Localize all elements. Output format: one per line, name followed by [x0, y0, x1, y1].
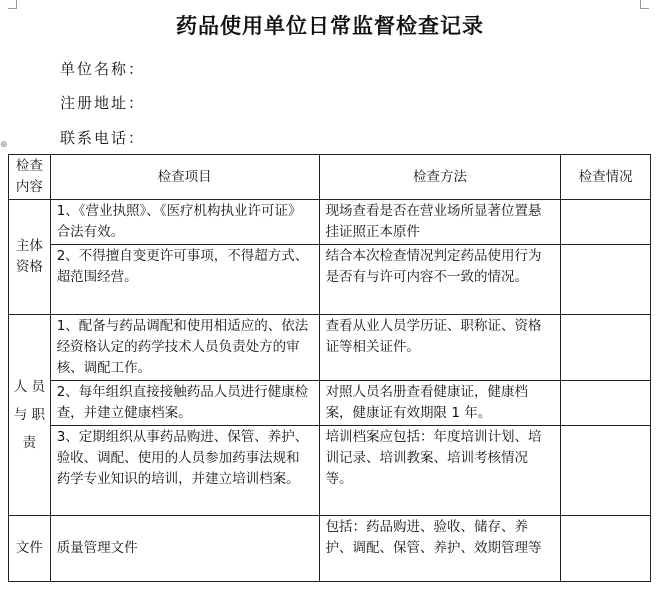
phone-label: 联系电话： [60, 129, 146, 147]
header-check-result: 检查情况 [561, 155, 651, 200]
table-row [9, 200, 651, 245]
table-row [9, 381, 651, 426]
result-cell[interactable] [561, 245, 651, 315]
header-check-content-line2: 内容 [15, 179, 43, 195]
result-cell[interactable] [561, 426, 651, 516]
category-subject-line2: 资格 [15, 259, 43, 275]
header-check-item: 检查项目 [50, 155, 319, 200]
result-cell[interactable] [561, 200, 651, 245]
category-subject [9, 200, 51, 315]
table-row [9, 426, 651, 516]
method-cell: 结合本次检查情况判定药品使用行为是否有与许可内容不一致的情况。 [319, 245, 561, 315]
result-cell[interactable] [561, 381, 651, 426]
result-cell[interactable] [561, 315, 651, 381]
header-check-content [9, 155, 51, 200]
table-row [9, 245, 651, 315]
inspection-table [8, 154, 651, 582]
header-check-content-line1: 检查 [15, 158, 43, 174]
table-anchor-icon: ⊕ [0, 140, 8, 150]
address-label: 注册地址： [60, 94, 146, 112]
item-cell: 2、每年组织直接接触药品人员进行健康检查，并建立健康档案。 [50, 381, 319, 426]
result-cell[interactable] [561, 516, 651, 582]
table-row [9, 516, 651, 582]
category-staff-line2: 与 职 [13, 407, 45, 423]
method-cell: 包括：药品购进、验收、储存、养护、调配、保管、养护、效期管理等 [319, 516, 561, 582]
item-cell: 3、定期组织从事药品购进、保管、养护、验收、调配、使用的人员参加药事法规和药学专业知识的培训，并建立培训档案。 [50, 426, 319, 516]
category-subject-line1: 主体 [15, 238, 43, 254]
item-cell: 质量管理文件 [50, 516, 319, 582]
method-cell: 查看从业人员学历证、职称证、资格证等相关证件。 [319, 315, 561, 381]
item-cell: 1、配备与药品调配和使用相适应的、依法经资格认定的药学技术人员负责处方的审核、调配工作。 [50, 315, 319, 381]
document-title: 药品使用单位日常监督检查记录 [176, 14, 484, 38]
method-cell: 培训档案应包括：年度培训计划、培训记录、培训教案、培训考核情况等。 [319, 426, 561, 516]
method-cell: 对照人员名册查看健康证，健康档案，健康证有效期限 1 年。 [319, 381, 561, 426]
method-cell: 现场查看是否在营业场所显著位置悬挂证照正本原件 [319, 200, 561, 245]
item-cell: 1、《营业执照》、《医疗机构执业许可证》合法有效。 [50, 200, 319, 245]
category-staff [9, 315, 51, 516]
category-staff-line3: 责 [22, 435, 37, 451]
crop-mark-right [640, 0, 649, 9]
category-staff-line1: 人 员 [13, 379, 45, 395]
unit-name-label: 单位名称： [60, 60, 146, 78]
table-header-row [9, 155, 651, 200]
table-row [9, 315, 651, 381]
header-check-method: 检查方法 [319, 155, 561, 200]
crop-mark-left [8, 0, 17, 9]
category-docs: 文件 [9, 516, 51, 582]
item-cell: 2、不得擅自变更许可事项，不得超方式、超范围经营。 [50, 245, 319, 315]
